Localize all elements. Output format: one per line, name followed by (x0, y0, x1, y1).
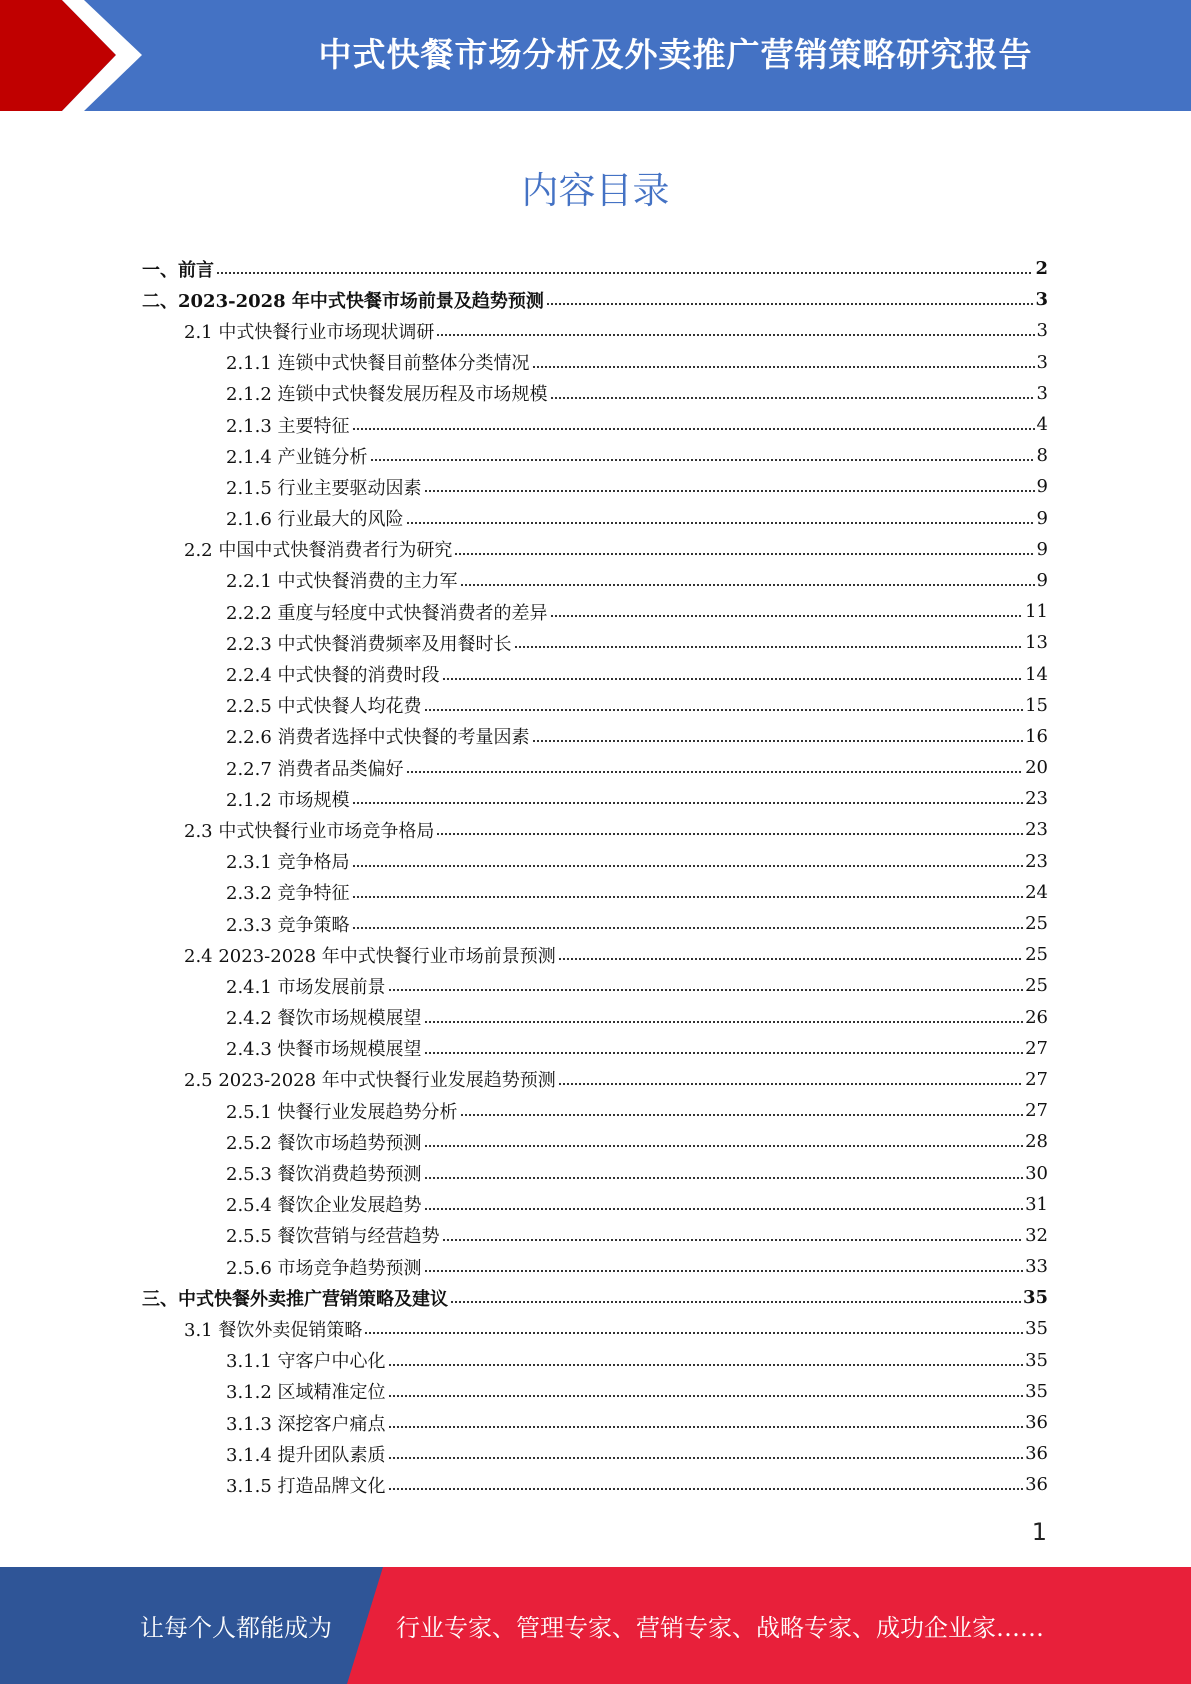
toc-dot-leader (388, 1394, 1024, 1398)
toc-entry-label: 2.4 2023-2028 年中式快餐行业市场前景预测 (184, 945, 556, 967)
toc-dot-leader (550, 614, 1024, 618)
toc-dot-leader (546, 302, 1034, 306)
page-number: 1 (1031, 1518, 1047, 1546)
toc-entry-page: 3 (1036, 382, 1048, 404)
footer-slogan-right: 行业专家、管理专家、营销专家、战略专家、成功企业家…… (396, 1614, 1044, 1642)
toc-dot-leader (424, 1269, 1024, 1273)
toc-entry-page: 36 (1025, 1412, 1048, 1434)
toc-entry-label: 2.1.4 产业链分析 (226, 446, 368, 468)
toc-dot-leader (352, 427, 1035, 431)
toc-entry-label: 2.2.6 消费者选择中式快餐的考量因素 (226, 727, 530, 749)
toc-entry-page: 16 (1025, 725, 1048, 747)
toc-entry-page: 23 (1025, 819, 1048, 841)
toc-entry-page: 27 (1025, 1100, 1048, 1122)
toc-entry-page: 25 (1025, 975, 1048, 997)
toc-entry-page: 9 (1036, 507, 1048, 529)
toc-entry[interactable] (142, 1033, 1048, 1064)
toc-entry-label: 二、2023-2028 年中式快餐市场前景及趋势预测 (142, 290, 544, 312)
toc-entry-page: 4 (1036, 414, 1048, 436)
toc-entry[interactable] (142, 1157, 1048, 1188)
toc-dot-leader (424, 1207, 1024, 1211)
toc-entry[interactable] (142, 1095, 1048, 1126)
toc-entry-page: 27 (1025, 1037, 1048, 1059)
toc-entry-label: 2.5 2023-2028 年中式快餐行业发展趋势预测 (184, 1070, 556, 1092)
toc-entry-page: 9 (1036, 538, 1048, 560)
toc-dot-leader (550, 396, 1035, 400)
toc-dot-leader (558, 1082, 1023, 1086)
toc-dot-leader (532, 365, 1035, 369)
toc-dot-leader (460, 1113, 1024, 1117)
toc-entry[interactable] (142, 1064, 1048, 1095)
toc-entry[interactable] (142, 1345, 1048, 1376)
toc-dot-leader (424, 489, 1035, 493)
toc-entry[interactable] (142, 1189, 1048, 1220)
toc-entry[interactable] (142, 534, 1048, 565)
toc-dot-leader (216, 271, 1033, 275)
toc-entry-label: 3.1.3 深挖客户痛点 (226, 1413, 386, 1435)
toc-entry-label: 2.1.2 连锁中式快餐发展历程及市场规模 (226, 384, 548, 406)
toc-entry[interactable] (142, 284, 1048, 315)
toc-entry-page: 33 (1025, 1256, 1048, 1278)
toc-entry-page: 27 (1025, 1068, 1048, 1090)
toc-entry-page: 26 (1025, 1006, 1048, 1028)
toc-entry-label: 2.3.1 竞争格局 (226, 852, 350, 874)
footer-banner (0, 1567, 1191, 1684)
toc-dot-leader (364, 1331, 1023, 1335)
toc-entry[interactable] (142, 1376, 1048, 1407)
toc-entry-label: 2.1.2 市场规模 (226, 789, 350, 811)
toc-entry[interactable] (142, 596, 1048, 627)
toc-entry-page: 3 (1035, 289, 1048, 311)
toc-entry-page: 31 (1025, 1193, 1048, 1215)
toc-entry-page: 28 (1025, 1131, 1048, 1153)
toc-dot-leader (388, 1425, 1024, 1429)
toc-entry-page: 20 (1025, 757, 1048, 779)
toc-entry-page: 14 (1025, 663, 1048, 685)
toc-entry[interactable] (142, 1220, 1048, 1251)
toc-entry-label: 2.5.3 餐饮消费趋势预测 (226, 1164, 422, 1186)
toc-entry-label: 2.5.1 快餐行业发展趋势分析 (226, 1101, 458, 1123)
toc-entry-label: 2.2.3 中式快餐消费频率及用餐时长 (226, 633, 512, 655)
toc-entry-page: 15 (1025, 694, 1048, 716)
toc-dot-leader (388, 1456, 1024, 1460)
toc-entry-label: 2.3.2 竞争特征 (226, 883, 350, 905)
toc-entry-label: 3.1.4 提升团队素质 (226, 1444, 386, 1466)
toc-entry-label: 2.5.5 餐饮营销与经营趋势 (226, 1226, 440, 1248)
toc-entry[interactable] (142, 1313, 1048, 1344)
toc-dot-leader (442, 1238, 1024, 1242)
footer-slogan-left: 让每个人都能成为 (140, 1614, 332, 1642)
toc-entry[interactable] (142, 1251, 1048, 1282)
toc-dot-leader (388, 1487, 1024, 1491)
toc-entry-label: 2.2.7 消费者品类偏好 (226, 758, 404, 780)
toc-entry[interactable] (142, 565, 1048, 596)
table-of-contents (142, 253, 1048, 1501)
toc-dot-leader (442, 677, 1024, 681)
toc-entry[interactable] (142, 658, 1048, 689)
toc-entry-label: 三、中式快餐外卖推广营销策略及建议 (142, 1288, 448, 1310)
toc-entry[interactable] (142, 1469, 1048, 1500)
toc-entry-page: 35 (1025, 1380, 1048, 1402)
toc-entry[interactable] (142, 440, 1048, 471)
toc-entry[interactable] (142, 1282, 1048, 1313)
toc-entry-label: 2.1.3 主要特征 (226, 415, 350, 437)
toc-entry-label: 2.3 中式快餐行业市场竞争格局 (184, 820, 435, 842)
toc-entry[interactable] (142, 814, 1048, 845)
toc-entry-label: 3.1 餐饮外卖促销策略 (184, 1319, 363, 1341)
toc-entry-page: 36 (1025, 1474, 1048, 1496)
toc-entry-page: 13 (1025, 632, 1048, 654)
toc-entry-label: 2.2.5 中式快餐人均花费 (226, 696, 422, 718)
toc-entry[interactable] (142, 378, 1048, 409)
toc-entry-page: 8 (1036, 445, 1048, 467)
toc-entry-page: 23 (1025, 850, 1048, 872)
toc-entry-label: 2.4.1 市场发展前景 (226, 976, 386, 998)
toc-entry-label: 2.1.6 行业最大的风险 (226, 509, 404, 531)
toc-entry-page: 23 (1025, 788, 1048, 810)
toc-dot-leader (352, 926, 1024, 930)
toc-entry[interactable] (142, 409, 1048, 440)
toc-entry-page: 11 (1025, 601, 1048, 623)
report-title: 中式快餐市场分析及外卖推广营销策略研究报告 (318, 34, 1033, 74)
toc-entry-page: 35 (1022, 1287, 1048, 1309)
toc-entry-label: 2.5.4 餐饮企业发展趋势 (226, 1195, 422, 1217)
toc-entry-label: 2.4.2 餐饮市场规模展望 (226, 1008, 422, 1030)
toc-entry-label: 2.1.5 行业主要驱动因素 (226, 477, 422, 499)
toc-entry-label: 一、前言 (142, 259, 214, 281)
toc-entry[interactable] (142, 253, 1048, 284)
toc-dot-leader (450, 1300, 1021, 1304)
toc-dot-leader (406, 521, 1035, 525)
toc-dot-leader (558, 957, 1023, 961)
toc-entry-page: 35 (1025, 1318, 1048, 1340)
toc-entry[interactable] (142, 503, 1048, 534)
toc-dot-leader (424, 708, 1024, 712)
toc-dot-leader (388, 1363, 1024, 1367)
toc-dot-leader (514, 645, 1024, 649)
toc-entry[interactable] (142, 315, 1048, 346)
toc-entry[interactable] (142, 721, 1048, 752)
toc-dot-leader (454, 552, 1034, 556)
toc-dot-leader (532, 739, 1024, 743)
toc-entry-label: 2.2.1 中式快餐消费的主力军 (226, 571, 458, 593)
toc-entry-page: 9 (1036, 476, 1048, 498)
toc-entry-page: 25 (1025, 913, 1048, 935)
toc-entry[interactable] (142, 877, 1048, 908)
toc-entry-label: 2.1.1 连锁中式快餐目前整体分类情况 (226, 353, 530, 375)
toc-entry-label: 3.1.2 区域精准定位 (226, 1382, 386, 1404)
toc-dot-leader (436, 832, 1023, 836)
toc-entry-page: 25 (1025, 944, 1048, 966)
toc-entry-page: 35 (1025, 1349, 1048, 1371)
header-banner (0, 0, 1191, 111)
toc-dot-leader (388, 988, 1024, 992)
toc-dot-leader (460, 583, 1035, 587)
toc-dot-leader (424, 1051, 1024, 1055)
toc-entry-label: 2.5.2 餐饮市场趋势预测 (226, 1132, 422, 1154)
toc-entry[interactable] (142, 347, 1048, 378)
toc-entry[interactable] (142, 908, 1048, 939)
toc-entry-page: 32 (1025, 1224, 1048, 1246)
toc-dot-leader (352, 864, 1024, 868)
toc-entry-page: 24 (1025, 881, 1048, 903)
toc-entry-label: 2.5.6 市场竞争趋势预测 (226, 1257, 422, 1279)
toc-entry-label: 2.2 中国中式快餐消费者行为研究 (184, 540, 453, 562)
toc-entry-label: 2.1 中式快餐行业市场现状调研 (184, 321, 435, 343)
toc-entry-label: 3.1.5 打造品牌文化 (226, 1475, 386, 1497)
toc-entry-page: 3 (1036, 320, 1048, 342)
toc-dot-leader (424, 1020, 1024, 1024)
toc-entry[interactable] (142, 939, 1048, 970)
toc-entry-label: 2.2.2 重度与轻度中式快餐消费者的差异 (226, 602, 548, 624)
toc-entry[interactable] (142, 846, 1048, 877)
toc-dot-leader (406, 770, 1024, 774)
toc-entry[interactable] (142, 752, 1048, 783)
toc-entry[interactable] (142, 783, 1048, 814)
toc-entry[interactable] (142, 627, 1048, 658)
toc-entry-page: 9 (1036, 569, 1048, 591)
toc-entry[interactable] (142, 970, 1048, 1001)
toc-entry-page: 2 (1035, 258, 1048, 280)
toc-heading: 内容目录 (521, 169, 670, 212)
toc-entry-page: 36 (1025, 1443, 1048, 1465)
toc-entry[interactable] (142, 1438, 1048, 1469)
toc-dot-leader (424, 1176, 1024, 1180)
toc-entry-label: 3.1.1 守客户中心化 (226, 1351, 386, 1373)
toc-dot-leader (352, 895, 1024, 899)
toc-entry[interactable] (142, 1002, 1048, 1033)
toc-entry-label: 2.4.3 快餐市场规模展望 (226, 1039, 422, 1061)
toc-entry[interactable] (142, 690, 1048, 721)
toc-entry-page: 30 (1025, 1162, 1048, 1184)
toc-entry-page: 3 (1036, 351, 1048, 373)
toc-entry-label: 2.2.4 中式快餐的消费时段 (226, 665, 440, 687)
toc-dot-leader (352, 801, 1024, 805)
toc-entry[interactable] (142, 1126, 1048, 1157)
toc-entry-label: 2.3.3 竞争策略 (226, 914, 350, 936)
toc-dot-leader (370, 458, 1035, 462)
toc-dot-leader (424, 1144, 1024, 1148)
toc-entry[interactable] (142, 1407, 1048, 1438)
toc-dot-leader (436, 333, 1034, 337)
toc-entry[interactable] (142, 471, 1048, 502)
